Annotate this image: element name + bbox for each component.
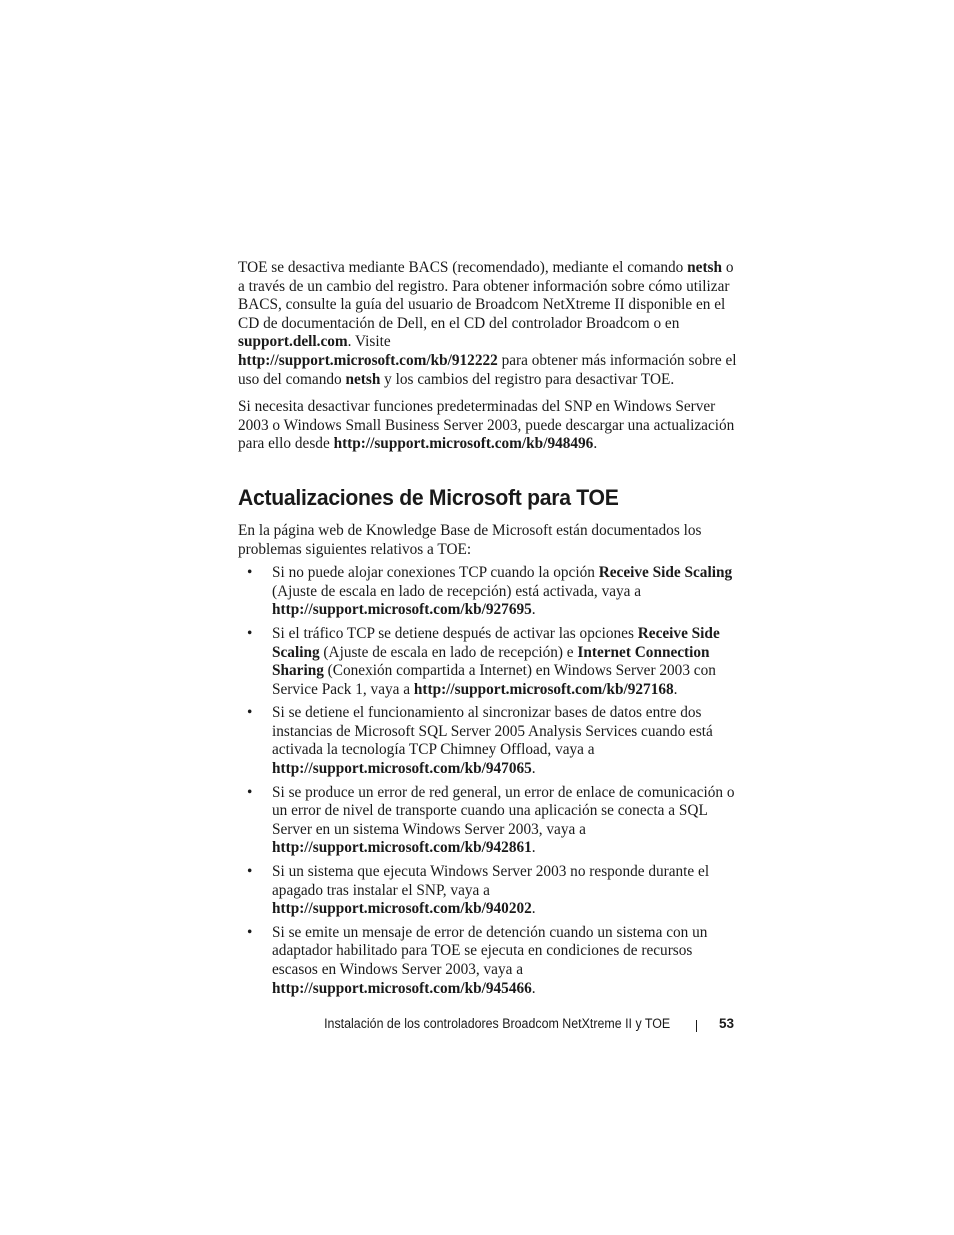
- page-footer: [294, 1015, 734, 1033]
- list-item: • Si se emite un mensaje de error de detención cuando un sistema con un adaptador habilitado para TOE se ejecuta en condiciones de recursos escasos en Windows Server 2003, vaya a http://support.microsoft.com/kb/945466.: [247, 923, 708, 997]
- kb-945466-link[interactable]: http://support.microsoft.com/kb/945466: [272, 979, 532, 997]
- kb-947065-link[interactable]: http://support.microsoft.com/kb/947065: [272, 760, 532, 778]
- kb-940202-link[interactable]: http://support.microsoft.com/kb/940202: [272, 900, 532, 918]
- snp-disable-paragraph: Si necesita desactivar funciones predeterminadas del SNP en Windows Server 2003 o Windows Small Business Server 2003, puede descargar una actualización para ello desde http://support.microsoft.com/kb/948496.: [238, 398, 735, 453]
- intro-paragraph: En la página web de Knowledge Base de Microsoft están documentados los problemas siguientes relativos a TOE:: [238, 521, 702, 558]
- list-item: • Si se produce un error de red general, un error de enlace de comunicación o un error de nivel de transporte cuando una aplicación se conecta a SQL Server en un sistema Windows Server 2003, vaya a http://support.microsoft.com/kb/942861.: [247, 783, 735, 857]
- bullet-icon: •: [247, 783, 253, 801]
- list-item: • Si no puede alojar conexiones TCP cuando la opción Receive Side Scaling (Ajuste de escala en lado de recepción) está activada, vaya a http://support.microsoft.com/kb/927695.: [247, 564, 733, 619]
- section-heading: Actualizaciones de Microsoft para TOE: [238, 484, 619, 510]
- page-number: 53: [718, 1016, 734, 1031]
- bullet-icon: •: [247, 863, 253, 881]
- kb-912222-link[interactable]: http://support.microsoft.com/kb/912222: [238, 351, 498, 369]
- list-item: • Si el tráfico TCP se detiene después de activar las opciones Receive Side Scaling (Ajuste de escala en lado de recepción) e Internet Connection Sharing (Conexión compartida a Internet) en Windows Server 2003 con Service Pack 1, vaya a http://support.microsoft.com/kb/927168.: [247, 624, 720, 698]
- kb-942861-link[interactable]: http://support.microsoft.com/kb/942861: [272, 839, 532, 857]
- bullet-icon: •: [247, 624, 253, 642]
- footer-chapter-title: Instalación de los controladores Broadcom NetXtreme II y TOE: [323, 1016, 670, 1031]
- bullet-icon: •: [247, 704, 253, 722]
- dell-support-link[interactable]: support.dell.com: [238, 333, 348, 351]
- kb-927695-link[interactable]: http://support.microsoft.com/kb/927695: [272, 601, 532, 619]
- page-content: [238, 259, 738, 1003]
- kb-927168-link[interactable]: http://support.microsoft.com/kb/927168: [413, 680, 674, 698]
- netsh-command: netsh: [687, 259, 722, 276]
- bullet-icon: •: [247, 923, 253, 941]
- kb-948496-link[interactable]: http://support.microsoft.com/kb/948496: [333, 435, 594, 453]
- toe-disable-paragraph: TOE se desactiva mediante BACS (recomendado), mediante el comando netsh o a través de un cambio del registro. Para obtener información sobre cómo utilizar BACS, consulte la guía del usuario de Broadcom NetXtreme II disponible en el CD de documentación de Dell, en el CD del controlador Broadcom o en support.dell.com. Visite http://support.microsoft.com/kb/912222 para obtener más información sobre el uso del comando netsh y los cambios del registro para desactivar TOE.: [238, 259, 737, 388]
- netsh-command: netsh: [345, 370, 381, 388]
- bullet-icon: •: [247, 564, 253, 582]
- list-item: • Si un sistema que ejecuta Windows Server 2003 no responde durante el apagado tras instalar el SNP, vaya a http://support.microsoft.com/kb/940202.: [247, 863, 710, 918]
- footer-divider: [696, 1020, 697, 1032]
- issue-list: [238, 564, 738, 998]
- list-item: • Si se detiene el funcionamiento al sincronizar bases de datos entre dos instancias de Microsoft SQL Server 2005 Analysis Services cuando está activada la tecnología TCP Chimney Offload, vaya a http://support.microsoft.com/kb/947065.: [247, 704, 713, 778]
